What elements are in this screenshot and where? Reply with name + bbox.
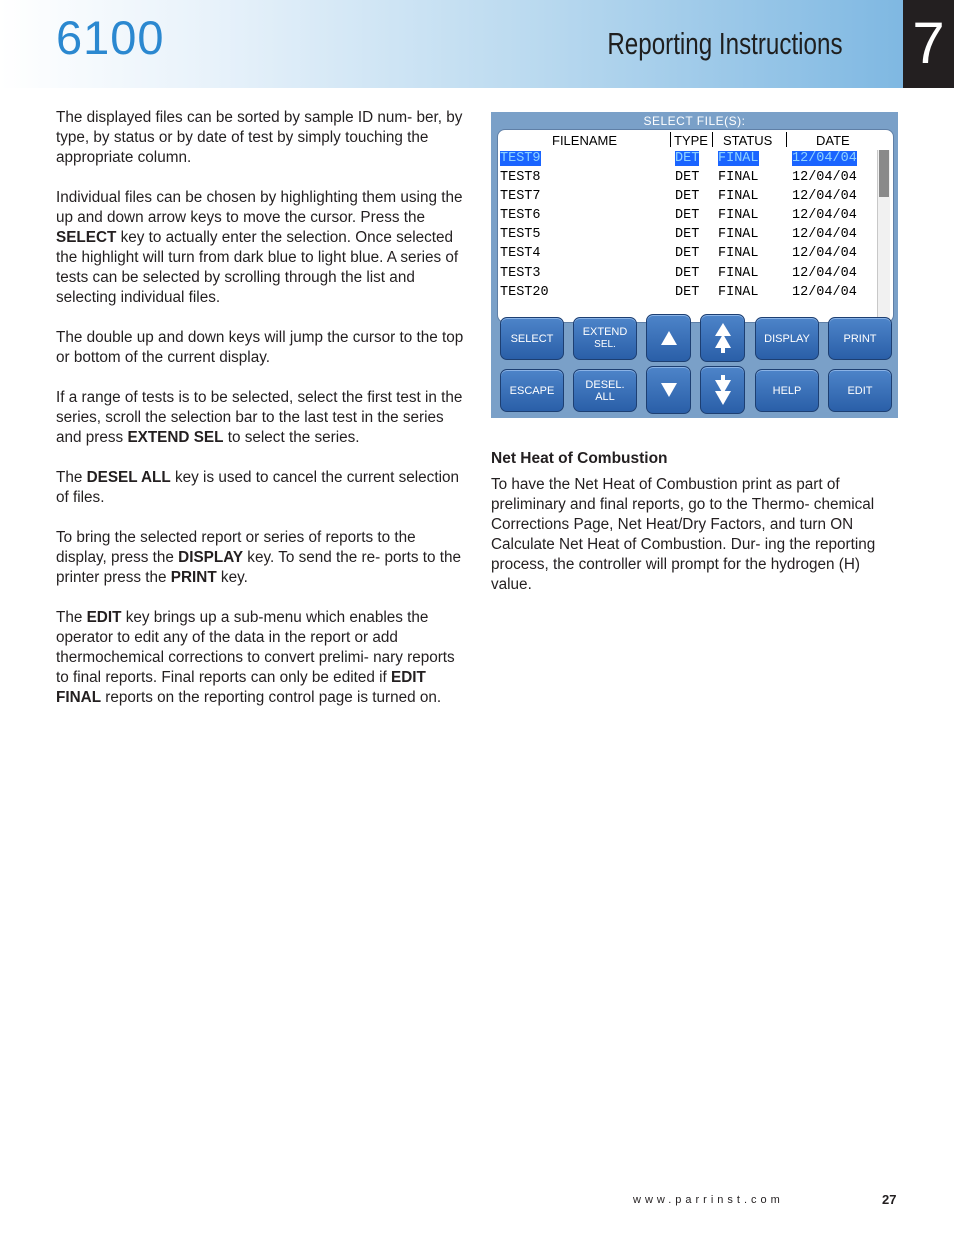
- paragraph: Individual files can be chosen by highlighting them using the up and down arrow keys to move the cursor. Press the SELECT key to actually enter the selection. Once selected the highlight will turn from dark blue to light blue. A series of tests can be selected by scrolling through the list and selecting individual files.: [56, 189, 463, 306]
- table-row[interactable]: TEST4 DET FINAL 12/04/04: [500, 246, 857, 262]
- table-row[interactable]: TEST6 DET FINAL 12/04/04: [500, 208, 857, 224]
- footer-url: www.parrinst.com: [633, 1194, 784, 1206]
- paragraph: If a range of tests is to be selected, select the first test in the series, scroll the selection bar to the last test in the series and press EXTEND SEL to select the series.: [56, 389, 463, 446]
- list-scrollbar[interactable]: [877, 150, 890, 320]
- select-files-screen: [491, 112, 898, 418]
- column-status[interactable]: STATUS: [723, 133, 773, 148]
- print-button[interactable]: PRINT: [828, 317, 892, 360]
- table-row[interactable]: TEST3 DET FINAL 12/04/04: [500, 265, 857, 281]
- paragraph: The EDIT key brings up a sub-menu which enables the operator to edit any of the data in the report or add thermochemical corrections to convert prelimi- nary reports to final reports. Final reports can only be edited if EDIT FINAL reports on the reporting control page is turned on.: [56, 609, 455, 706]
- page-header: [0, 0, 903, 88]
- paragraph: The DESEL ALL key is used to cancel the current selection of files.: [56, 469, 459, 506]
- desel-all-button[interactable]: DESEL. ALL: [573, 369, 637, 412]
- table-row[interactable]: TEST8 DET FINAL 12/04/04: [500, 170, 857, 186]
- select-button[interactable]: SELECT: [500, 317, 564, 360]
- display-button[interactable]: DISPLAY: [755, 317, 819, 360]
- model-number: 6100: [56, 11, 165, 64]
- file-rows: [498, 150, 878, 303]
- table-row[interactable]: TEST5 DET FINAL 12/04/04: [500, 227, 857, 243]
- double-arrow-down-button[interactable]: [700, 366, 745, 414]
- edit-button[interactable]: EDIT: [828, 369, 892, 412]
- paragraph: The displayed files can be sorted by sample ID num- ber, by type, by status or by date of test by simply touching the appropriate column.: [56, 109, 463, 166]
- arrow-down-button[interactable]: [646, 366, 691, 414]
- double-arrow-up-icon: [713, 322, 733, 354]
- left-column: [56, 108, 466, 728]
- double-arrow-up-button[interactable]: [700, 314, 745, 362]
- arrow-down-icon: [659, 381, 679, 399]
- help-button[interactable]: HELP: [755, 369, 819, 412]
- table-row[interactable]: TEST7 DET FINAL 12/04/04: [500, 189, 857, 205]
- paragraph: To have the Net Heat of Combustion print as part of preliminary and final reports, go to the Thermo- chemical Corrections Page, Net Heat/Dry Factors, and turn ON Calculate Net Heat of Combustion. Dur- ing the reporting process, the controller will prompt for the hydrogen (H) value.: [491, 476, 876, 593]
- page-number: 27: [882, 1192, 897, 1207]
- column-type[interactable]: TYPE: [674, 133, 708, 148]
- chapter-number: 7: [903, 0, 954, 88]
- section-heading: Net Heat of Combustion: [491, 450, 668, 467]
- paragraph: The double up and down keys will jump the cursor to the top or bottom of the current display.: [56, 329, 464, 366]
- paragraph: To bring the selected report or series of reports to the display, press the DISPLAY key. To send the re- ports to the printer press the PRINT key.: [56, 529, 462, 586]
- column-date[interactable]: DATE: [816, 133, 850, 148]
- screen-title: SELECT FILE(S):: [643, 114, 746, 128]
- extend-sel-button[interactable]: EXTEND SEL.: [573, 317, 637, 360]
- table-row[interactable]: TEST20 DET FINAL 12/04/04: [500, 284, 857, 300]
- double-arrow-down-icon: [713, 374, 733, 406]
- right-column: [491, 449, 901, 595]
- arrow-up-icon: [659, 329, 679, 347]
- scroll-thumb[interactable]: [879, 150, 889, 197]
- list-header: [498, 130, 893, 150]
- escape-button[interactable]: ESCAPE: [500, 369, 564, 412]
- arrow-up-button[interactable]: [646, 314, 691, 362]
- column-filename[interactable]: FILENAME: [552, 133, 618, 148]
- table-row[interactable]: TEST9 DET FINAL 12/04/04: [500, 151, 857, 166]
- section-title: Reporting Instructions: [607, 26, 843, 61]
- file-list: [497, 129, 894, 323]
